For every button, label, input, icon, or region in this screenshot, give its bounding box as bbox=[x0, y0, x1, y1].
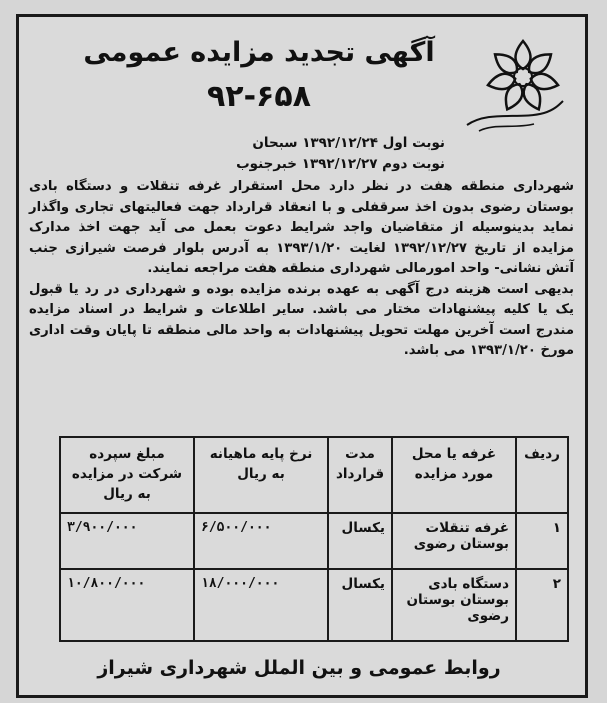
publication-round-1: نوبت اول ۱۳۹۲/۱۲/۲۴ سبحان bbox=[252, 135, 445, 151]
cell-base-rate: ۱۸/۰۰۰/۰۰۰ bbox=[194, 569, 328, 641]
cell-deposit: ۳/۹۰۰/۰۰۰ bbox=[60, 513, 194, 569]
cell-base-rate: ۶/۵۰۰/۰۰۰ bbox=[194, 513, 328, 569]
shiraz-municipality-logo bbox=[459, 25, 579, 140]
notice-title: آگهی تجدید مزایده عمومی bbox=[83, 37, 435, 68]
header-base-rate: نرخ پایه ماهیانه به ریال bbox=[194, 437, 328, 513]
cell-row-number: ۱ bbox=[516, 513, 568, 569]
notice-paragraph-2: بدیهی است هزینه درج آگهی به عهده برنده مزایده بوده و شهرداری در رد یا قبول یک یا کلیه پیشنهادات مختار می باشد. سایر اطلاعات و شرایط در اسناد مزایده مندرج است آخرین مهلت تحویل پیشنهادات به واحد مالی منطقه تا پایان وقت اداری مورخ ۱۳۹۳/۱/۲۰ می باشد. bbox=[29, 281, 574, 358]
auction-items-table bbox=[59, 436, 569, 642]
table-row bbox=[60, 513, 568, 569]
notice-footer: روابط عمومی و بین الملل شهرداری شیراز bbox=[97, 657, 501, 679]
notice-number: ۹۲-۶۵۸ bbox=[206, 79, 311, 114]
cell-place: غرفه تنقلات بوستان رضوی bbox=[392, 513, 516, 569]
header-row-number: ردیف bbox=[516, 437, 568, 513]
header-deposit: مبلغ سپرده شرکت در مزایده به ریال bbox=[60, 437, 194, 513]
notice-paragraph-1: شهرداری منطقه هفت در نظر دارد محل استقرار غرفه تنقلات و دستگاه بادی بوستان رضوی بدون اخذ سرقفلی و با انعقاد قرارداد جهت فعالیتهای تجاری واگذار نماید بدینوسیله از متقاضیان واجد شرایط دعوت بعمل می آید جهت اخذ مدارک مزایده از تاریخ ۱۳۹۲/۱۲/۲۷ لغایت ۱۳۹۳/۱/۲۰ به آدرس بلوار فرصت شیرازی جنب آتش نشانی- واحد امورمالی شهرداری منطقه هفت مراجعه نمایند. bbox=[29, 179, 574, 276]
cell-duration: یکسال bbox=[328, 569, 392, 641]
header-duration: مدت قرارداد bbox=[328, 437, 392, 513]
publication-round-2: نوبت دوم ۱۳۹۲/۱۲/۲۷ خبرجنوب bbox=[236, 156, 445, 172]
table-row bbox=[60, 569, 568, 641]
header-place: غرفه یا محل مورد مزایده bbox=[392, 437, 516, 513]
cell-place: دستگاه بادی بوستان بوستان رضوی bbox=[392, 569, 516, 641]
notice-frame bbox=[16, 14, 588, 698]
table-header-row bbox=[60, 437, 568, 513]
notice-body bbox=[29, 177, 574, 362]
cell-row-number: ۲ bbox=[516, 569, 568, 641]
cell-duration: یکسال bbox=[328, 513, 392, 569]
cell-deposit: ۱۰/۸۰۰/۰۰۰ bbox=[60, 569, 194, 641]
